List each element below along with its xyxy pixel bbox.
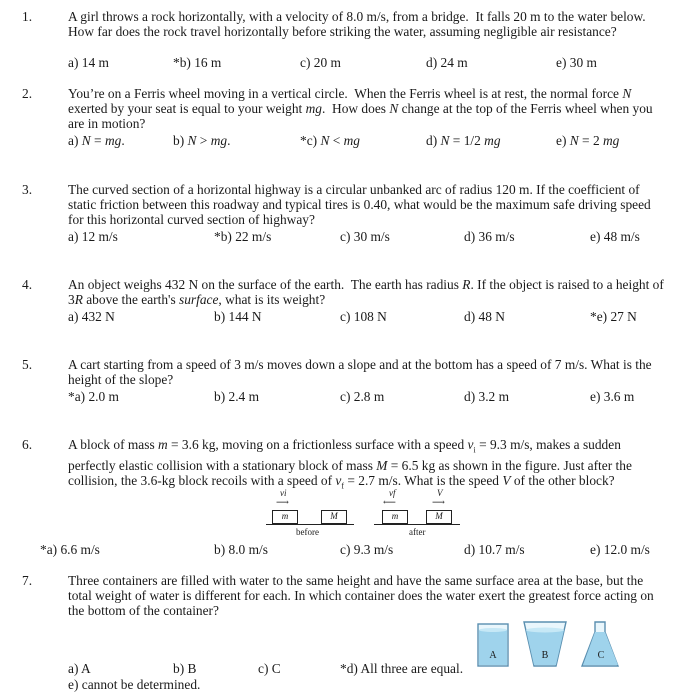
ground-line: [266, 524, 354, 525]
option-c[interactable]: c) C: [258, 661, 281, 676]
option-e[interactable]: e) 3.6 m: [590, 389, 635, 404]
option-d[interactable]: d) 48 N: [464, 309, 505, 324]
option-b[interactable]: b) 144 N: [214, 309, 262, 324]
question-stem: The curved section of a horizontal highway is a circular unbanked arc of radius 120 m. If the coefficient of static friction between this roadway and typical tires is 0.40, what would be the maximum safe driving speed for this horizontal curved section of highway?: [68, 182, 651, 228]
question-stem: A block of mass m = 3.6 kg, moving on a frictionless surface with a speed $v_i = 9.3$ m/s, makes a sudden perfectly elastic collision with a stationary block of mass M = 6.5 kg as shown in the figure. Just after the collision, the 3.6-kg block recoils with a speed of $v_f = 2.7$ m/s. What is the speed V of the other block?: [68, 437, 632, 491]
block-m-after: m: [382, 510, 408, 524]
vf-label: vf: [389, 488, 396, 498]
option-e[interactable]: e) 48 m/s: [590, 229, 640, 244]
block-m-before: m: [272, 510, 298, 524]
option-d[interactable]: d) 24 m: [426, 55, 468, 70]
option-d[interactable]: d) N = 1/2 mg: [426, 133, 501, 148]
question-number: 1.: [22, 9, 33, 24]
option-b[interactable]: b) B: [173, 661, 197, 676]
option-e[interactable]: e) cannot be determined.: [68, 677, 201, 692]
option-e[interactable]: e) 30 m: [556, 55, 597, 70]
option-b[interactable]: *b) 16 m: [173, 55, 222, 70]
option-a[interactable]: a) 14 m: [68, 55, 109, 70]
option-c[interactable]: c) 30 m/s: [340, 229, 390, 244]
label-b: B: [541, 650, 549, 661]
question-number: 6.: [22, 437, 33, 452]
question-stem: A cart starting from a speed of 3 m/s moves down a slope and at the bottom has a speed of 7 m/s. What is the height of the slope?: [68, 357, 652, 388]
containers-figure: [474, 616, 624, 670]
option-d[interactable]: d) 10.7 m/s: [464, 542, 525, 557]
option-a[interactable]: a) 432 N: [68, 309, 115, 324]
option-b[interactable]: b) 2.4 m: [214, 389, 260, 404]
option-e[interactable]: e) N = 2 mg: [556, 133, 620, 148]
vi-label: vi: [280, 488, 287, 498]
option-c[interactable]: c) 9.3 m/s: [340, 542, 394, 557]
block-M-after: M: [426, 510, 452, 524]
question-number: 4.: [22, 277, 33, 292]
before-label: before: [296, 527, 319, 537]
question-number: 3.: [22, 182, 33, 197]
option-b[interactable]: *b) 22 m/s: [214, 229, 272, 244]
arrow-right-icon: ⟶: [276, 497, 289, 507]
question-number: 2.: [22, 86, 33, 101]
option-d[interactable]: d) 36 m/s: [464, 229, 515, 244]
question-stem: You’re on a Ferris wheel moving in a vertical circle. When the Ferris wheel is at rest, the normal force N exerted by your seat is equal to your weight mg. How does N change at the top of the Ferris wheel when you are in motion?: [68, 86, 653, 132]
arrow-right-icon: ⟶: [432, 497, 445, 507]
option-c[interactable]: c) 20 m: [300, 55, 341, 70]
option-a[interactable]: *a) 2.0 m: [68, 389, 119, 404]
question-stem: An object weighs 432 N on the surface of the earth. The earth has radius R. If the object is raised to a height of 3R above the earth's surface, what is its weight?: [68, 277, 664, 308]
option-d[interactable]: d) 3.2 m: [464, 389, 510, 404]
option-c[interactable]: c) 108 N: [340, 309, 387, 324]
option-b[interactable]: b) 8.0 m/s: [214, 542, 268, 557]
question-stem: A girl throws a rock horizontally, with a velocity of 8.0 m/s, from a bridge. It falls 20 m to the water below. How far does the rock travel horizontally before striking the water, assuming negligible air resistance?: [68, 9, 649, 40]
question-number: 5.: [22, 357, 33, 372]
option-a[interactable]: a) 12 m/s: [68, 229, 118, 244]
arrow-left-icon: ⟵: [383, 497, 396, 507]
label-c: C: [597, 650, 605, 661]
V-label: V: [437, 488, 443, 498]
option-e[interactable]: e) 12.0 m/s: [590, 542, 650, 557]
option-a[interactable]: a) A: [68, 661, 91, 676]
option-e[interactable]: *e) 27 N: [590, 309, 637, 324]
label-a: A: [489, 650, 497, 661]
option-c[interactable]: *c) N < mg: [300, 133, 361, 148]
option-d[interactable]: *d) All three are equal.: [340, 661, 464, 676]
question-stem: Three containers are filled with water to the same height and have the same surface area at the base, but the total weight of water is different for each. In which container does the water exert the greatest force acting on the bottom of the container?: [68, 573, 654, 619]
question-number: 7.: [22, 573, 33, 588]
option-c[interactable]: c) 2.8 m: [340, 389, 385, 404]
option-a[interactable]: *a) 6.6 m/s: [40, 542, 100, 557]
ground-line: [374, 524, 460, 525]
after-label: after: [409, 527, 426, 537]
block-M-before: M: [321, 510, 347, 524]
option-a[interactable]: a) N = mg.: [68, 133, 125, 148]
option-b[interactable]: b) N > mg.: [173, 133, 231, 148]
